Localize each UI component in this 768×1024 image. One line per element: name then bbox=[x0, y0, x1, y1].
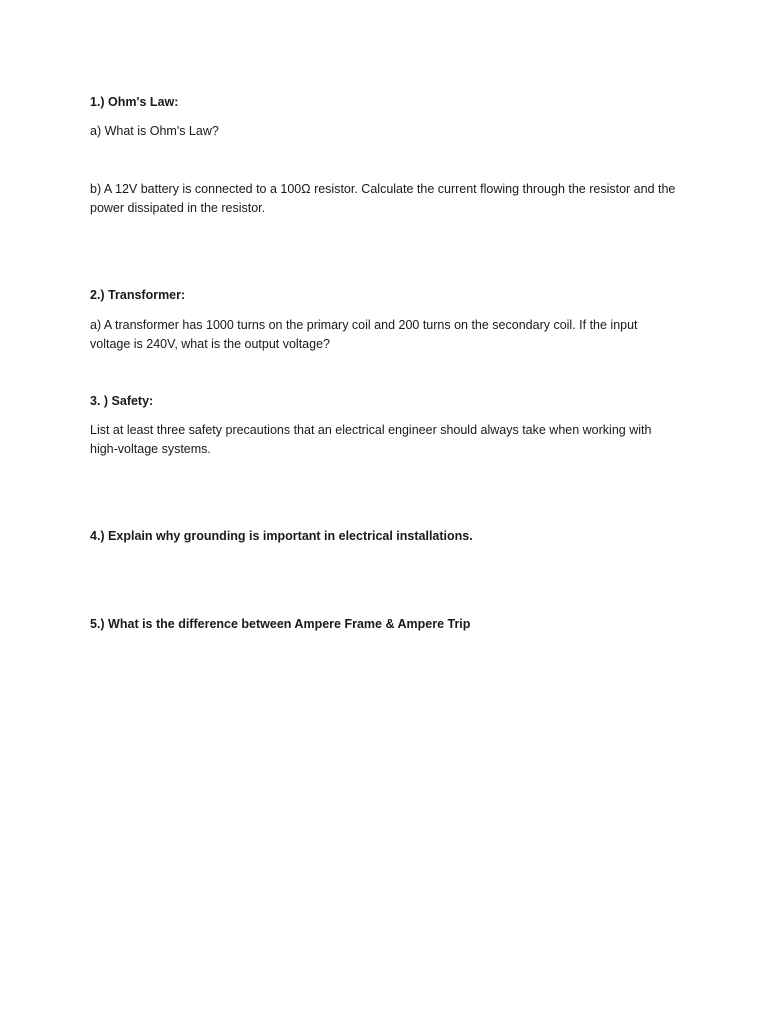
q4-text: 4.) Explain why grounding is important in electrical installations. bbox=[90, 529, 473, 543]
q2-heading: 2.) Transformer: bbox=[90, 288, 186, 302]
q5-text: 5.) What is the difference between Ampere Frame & Ampere Trip bbox=[90, 617, 471, 631]
q1-part-b: b) A 12V battery is connected to a 100Ω resistor. Calculate the current flowing through the resistor and the power dissipated in the resistor. bbox=[90, 182, 676, 215]
q1-heading: 1.) Ohm's Law: bbox=[90, 95, 179, 109]
q3-heading: 3. ) Safety: bbox=[90, 394, 154, 408]
q3-text: List at least three safety precautions that an electrical engineer should always take when working with high-voltage systems. bbox=[90, 423, 652, 456]
q2-part-a: a) A transformer has 1000 turns on the primary coil and 200 turns on the secondary coil. If the input voltage is 240V, what is the output voltage? bbox=[90, 318, 638, 351]
q1-part-a: a) What is Ohm's Law? bbox=[90, 124, 219, 138]
